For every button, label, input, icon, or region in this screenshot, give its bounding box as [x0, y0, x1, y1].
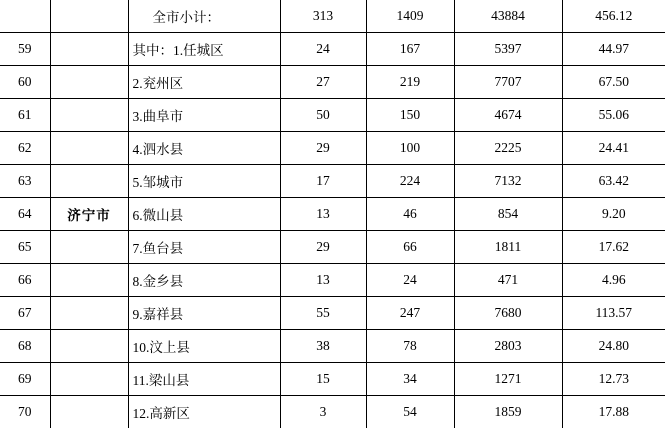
- row-city: [50, 66, 128, 99]
- table-row: [0, 231, 665, 264]
- row-value-4: 113.57: [562, 297, 665, 330]
- row-index: 61: [0, 99, 50, 132]
- table-row: [0, 66, 665, 99]
- row-city: [50, 363, 128, 396]
- table-row: [0, 132, 665, 165]
- row-index: 70: [0, 396, 50, 429]
- row-value-4: 44.97: [562, 33, 665, 66]
- row-value-1: 3: [280, 396, 366, 429]
- row-value-3: 1271: [454, 363, 562, 396]
- table-row: [0, 264, 665, 297]
- row-name: 11.梁山县: [128, 363, 280, 396]
- row-value-1: 15: [280, 363, 366, 396]
- row-city: [50, 132, 128, 165]
- row-name: 4.泗水县: [128, 132, 280, 165]
- row-name: 7.鱼台县: [128, 231, 280, 264]
- row-value-4: 12.73: [562, 363, 665, 396]
- row-name: 8.金乡县: [128, 264, 280, 297]
- row-index: 64: [0, 198, 50, 231]
- row-value-1: 38: [280, 330, 366, 363]
- row-value-3: 2225: [454, 132, 562, 165]
- row-value-3: 7132: [454, 165, 562, 198]
- row-value-1: 55: [280, 297, 366, 330]
- table-row: [0, 99, 665, 132]
- row-value-3: 854: [454, 198, 562, 231]
- row-name: 全市小计：: [128, 0, 280, 33]
- row-value-4: 456.12: [562, 0, 665, 33]
- row-city: [50, 165, 128, 198]
- row-index: 68: [0, 330, 50, 363]
- table-row: [0, 363, 665, 396]
- row-value-2: 100: [366, 132, 454, 165]
- row-index: 66: [0, 264, 50, 297]
- row-value-2: 150: [366, 99, 454, 132]
- row-value-2: 1409: [366, 0, 454, 33]
- row-name: 6.微山县: [128, 198, 280, 231]
- table-row: [0, 396, 665, 429]
- row-value-3: 1859: [454, 396, 562, 429]
- row-value-2: 46: [366, 198, 454, 231]
- table-row: [0, 198, 665, 231]
- row-name: 其中：1.任城区: [128, 33, 280, 66]
- row-value-1: 13: [280, 264, 366, 297]
- row-name: 12.高新区: [128, 396, 280, 429]
- row-value-1: 17: [280, 165, 366, 198]
- row-city: [50, 99, 128, 132]
- row-value-2: 54: [366, 396, 454, 429]
- row-value-3: 471: [454, 264, 562, 297]
- row-index: 69: [0, 363, 50, 396]
- row-value-3: 7680: [454, 297, 562, 330]
- row-value-4: 55.06: [562, 99, 665, 132]
- row-value-2: 24: [366, 264, 454, 297]
- row-value-2: 78: [366, 330, 454, 363]
- table-row: [0, 33, 665, 66]
- row-value-3: 5397: [454, 33, 562, 66]
- row-city: [50, 330, 128, 363]
- row-index: 62: [0, 132, 50, 165]
- row-value-3: 7707: [454, 66, 562, 99]
- row-city-jining: 济宁市: [50, 198, 128, 231]
- row-city: [50, 297, 128, 330]
- row-name: 2.兖州区: [128, 66, 280, 99]
- table-row: [0, 165, 665, 198]
- row-value-4: 9.20: [562, 198, 665, 231]
- table-row: [0, 330, 665, 363]
- row-value-2: 167: [366, 33, 454, 66]
- row-city: [50, 264, 128, 297]
- row-value-1: 313: [280, 0, 366, 33]
- row-value-1: 24: [280, 33, 366, 66]
- row-value-1: 29: [280, 132, 366, 165]
- row-index: 60: [0, 66, 50, 99]
- row-value-3: 2803: [454, 330, 562, 363]
- row-value-4: 17.62: [562, 231, 665, 264]
- row-value-1: 13: [280, 198, 366, 231]
- row-value-1: 27: [280, 66, 366, 99]
- row-city: [50, 0, 128, 33]
- row-value-2: 224: [366, 165, 454, 198]
- row-value-4: 24.80: [562, 330, 665, 363]
- row-value-3: 4674: [454, 99, 562, 132]
- row-name: 5.邹城市: [128, 165, 280, 198]
- row-index: 65: [0, 231, 50, 264]
- table-row: [0, 0, 665, 33]
- row-index: 59: [0, 33, 50, 66]
- row-city: [50, 33, 128, 66]
- row-value-2: 247: [366, 297, 454, 330]
- row-value-3: 43884: [454, 0, 562, 33]
- row-value-1: 50: [280, 99, 366, 132]
- row-name: 10.汶上县: [128, 330, 280, 363]
- row-value-4: 4.96: [562, 264, 665, 297]
- row-value-4: 24.41: [562, 132, 665, 165]
- row-name: 3.曲阜市: [128, 99, 280, 132]
- row-city: [50, 231, 128, 264]
- row-index: 63: [0, 165, 50, 198]
- row-value-2: 219: [366, 66, 454, 99]
- row-name: 9.嘉祥县: [128, 297, 280, 330]
- table-row: [0, 297, 665, 330]
- row-city: [50, 396, 128, 429]
- row-value-4: 63.42: [562, 165, 665, 198]
- row-value-2: 34: [366, 363, 454, 396]
- row-value-1: 29: [280, 231, 366, 264]
- row-value-2: 66: [366, 231, 454, 264]
- row-value-4: 67.50: [562, 66, 665, 99]
- row-index: 67: [0, 297, 50, 330]
- row-value-4: 17.88: [562, 396, 665, 429]
- row-index: [0, 0, 50, 33]
- row-value-3: 1811: [454, 231, 562, 264]
